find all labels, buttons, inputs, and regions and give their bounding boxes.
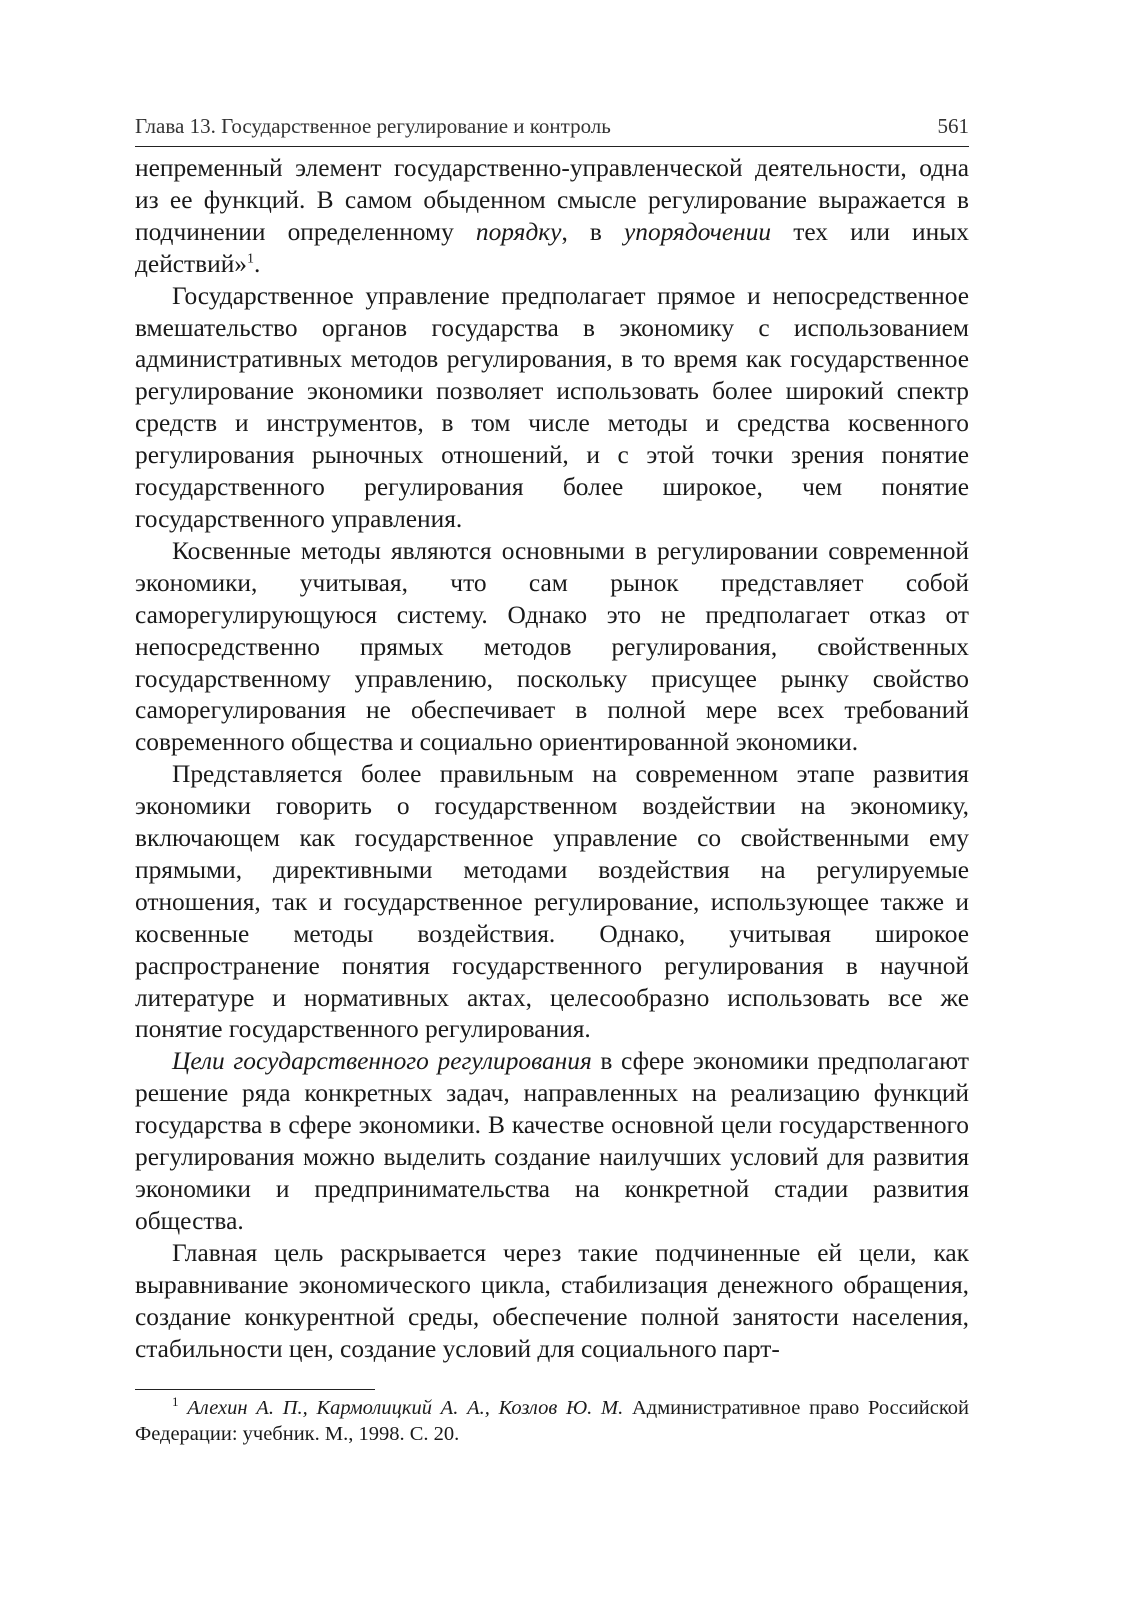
paragraph: Косвенные методы являются основными в регулировании современной экономики, учитывая, что сам рынок представляет собой саморегулирующуюся систему. Однако это не предполагает отказ от непосредственно прямых методов регулирования, свойственных государственному управлению, поскольку присущее рынку свойство саморегулирования не обеспечивает в полной мере всех требований современного общества и социально ориентированной экономики. <box>135 536 969 757</box>
chapter-title: Глава 13. Государственное регулирование и контроль <box>135 114 611 138</box>
paragraph-continued <box>135 153 969 281</box>
footnote-reference: 1 <box>247 251 255 267</box>
paragraph: Государственное управление предполагает прямое и непосредственное вмешательство органов государства в экономику с использованием административных методов регулирования, в то время как государственное регулирование экономики позволяет использовать более широкий спектр средств и инструментов, в том числе методы и средства косвенного регулирования рыночных отношений, и с этой точки зрения понятие государственного регулирования более широкое, чем понятие государственного управления. <box>135 281 969 533</box>
main-text <box>135 153 969 1365</box>
book-page <box>135 112 969 1447</box>
footnote-number: 1 <box>172 1394 179 1410</box>
page-number: 561 <box>937 114 969 138</box>
footnote-text: Административное право Российской Федерации: учебник. М., 1998. С. 20. <box>135 1397 970 1446</box>
paragraph-text: в сфере экономики предполагают решение ряда конкретных задач, направленных на реализацию функций государства в сфере экономики. В качестве основной цели государственного регулирования можно выделить создание наилучших условий для развития экономики и предпринимательства на конкретной стадии развития общества. <box>135 1047 969 1235</box>
footnote-divider <box>135 1389 375 1390</box>
footnote-authors: Алехин А. П., Кармолицкий А. А., Козлов Ю. М. <box>187 1397 624 1420</box>
italic-term: Цели государственного регулирования <box>172 1047 592 1076</box>
italic-term: порядку <box>475 217 562 246</box>
paragraph: Представляется более правильным на современном этапе развития экономики говорить о государственном воздействии на экономику, включающем как государственное управление со свойственными ему прямыми, директивными методами воздействия на регулируемые отношения, так и государственное регулирование, использующее также и косвенные методы воздействия. Однако, учитывая широкое распространение понятия государственного регулирования в научной литературе и нормативных актах, целесообразно использовать все же понятие государственного регулирования. <box>135 760 969 1044</box>
paragraph <box>135 1046 969 1237</box>
italic-term: упорядочении <box>624 217 772 246</box>
paragraph-text: тех или иных действий» <box>135 217 969 278</box>
paragraph-text: , в <box>561 217 625 246</box>
paragraph: Главная цель раскрывается через такие подчиненные ей цели, как выравнивание экономического цикла, стабилизация денежного обращения, создание конкурентной среды, обеспечение полной занятости населения, стабильности цен, создание условий для социального парт- <box>135 1238 969 1363</box>
paragraph-text: непременный элемент государственно-управленческой деятельности, одна из ее функций. В самом обыденном смысле регулирование выражается в подчинении определенному <box>135 154 969 246</box>
footnote <box>135 1395 969 1447</box>
paragraph-text: . <box>254 249 261 278</box>
running-header <box>135 112 969 147</box>
